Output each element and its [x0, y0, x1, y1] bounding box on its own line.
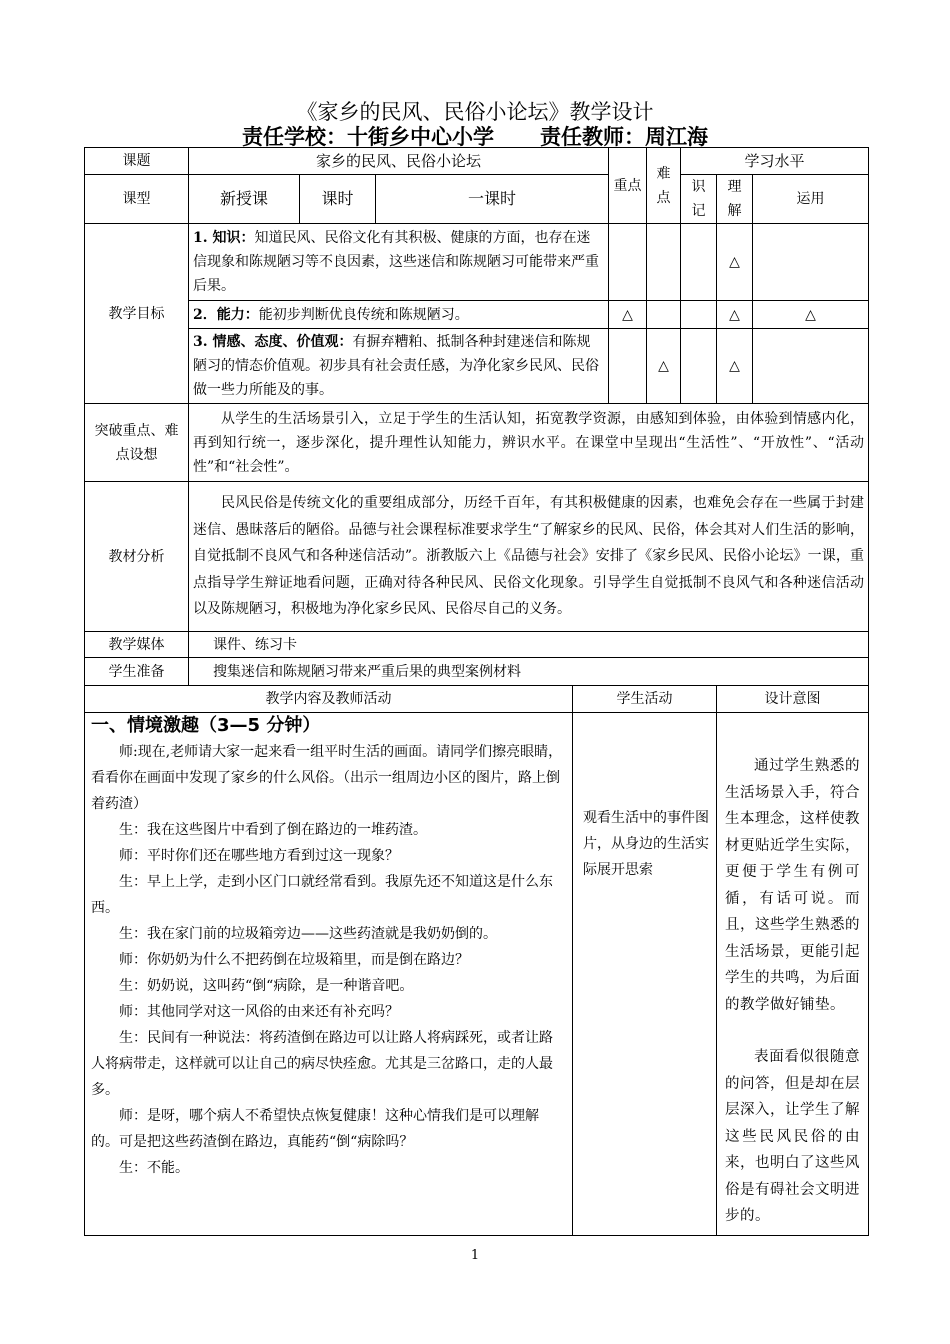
objective-knowledge — [189, 224, 609, 301]
topic-value: 家乡的民风、民俗小论坛 — [189, 148, 609, 175]
type-label: 课型 — [85, 175, 189, 224]
teacher-name: 责任教师：周江海 — [540, 125, 708, 149]
objective-head: 1. 知识： — [193, 230, 255, 246]
mark-cell — [681, 301, 717, 329]
school-name: 责任学校：十街乡中心小学 — [242, 125, 494, 149]
dialog-line: 师：其他同学对这一风俗的由来还有补充吗？ — [119, 1004, 399, 1020]
lesson-plan-table — [84, 147, 869, 1236]
breakthrough-text: 从学生的生活场景引入，立足于学生的生活认知，拓宽教学资源，由感知到体验，由体验到情感内化，再到知行统一，逐步深化，提升理性认知能力，辨识水平。在课堂中呈现出“生活性”、“开放性”、“活动性”和“社会性”。 — [189, 404, 869, 482]
period-label: 课时 — [300, 175, 376, 224]
objective-text: 知道民风、民俗文化有其积极、健康的方面，也存在迷信现象和陈规陋习等不良因素，这些迷信和陈规陋习可能带来严重后果。 — [193, 230, 599, 294]
design-paragraph: 通过学生熟悉的生活场景入手，符合生本理念，这样使教材更贴近学生实际，更便于学生有例可循，有话可说。而且，这些学生熟悉的生活场景，更能引起学生的共鸣，为后面的教学做好铺垫。 — [725, 758, 861, 1013]
dialog-line: 师：平时你们还在哪些地方看到过这一现象？ — [119, 848, 399, 864]
prep-label: 学生准备 — [85, 658, 189, 686]
mark-cell — [647, 224, 681, 301]
objective-ability — [189, 301, 609, 329]
dialog-line: 师：是呀，哪个病人不希望快点恢复健康！这种心情我们是可以理解的。可是把这些药渣倒在路边，真能药“倒“病除吗？ — [91, 1108, 539, 1150]
mark-cell — [609, 224, 647, 301]
dialog-line: 生：不能。 — [119, 1160, 189, 1176]
mark-cell — [681, 224, 717, 301]
mark-cell — [647, 301, 681, 329]
content-column-header: 教学内容及教师活动 — [85, 686, 573, 713]
breakthrough-label: 突破重点、难点设想 — [85, 404, 189, 482]
media-value: 课件、练习卡 — [189, 632, 869, 658]
teaching-content-cell — [85, 713, 573, 1236]
objective-head: 3. 情感、态度、价值观： — [193, 334, 353, 350]
level-memorize: 识记 — [681, 175, 717, 224]
page-number: 1 — [470, 1248, 480, 1263]
design-intent-cell — [717, 713, 869, 1236]
objective-values — [189, 329, 609, 404]
key-point-header: 重点 — [609, 148, 647, 224]
level-apply: 运用 — [753, 175, 869, 224]
mark-cell: △ — [717, 301, 753, 329]
section-title: 一、情境激趣（3—5 分钟） — [91, 715, 321, 736]
material-label: 教材分析 — [85, 482, 189, 632]
dialog-line: 生：早上上学，走到小区门口就经常看到。我原先还不知道这是什么东西。 — [91, 874, 553, 916]
dialog-line: 生：奶奶说，这叫药“倒“病除，是一种谐音吧。 — [119, 978, 414, 994]
objectives-label: 教学目标 — [85, 224, 189, 404]
level-understand: 理解 — [717, 175, 753, 224]
material-text: 民风民俗是传统文化的重要组成部分，历经千百年，有其积极健康的因素，也难免会存在一些属于封建迷信、愚昧落后的陋俗。品德与社会课程标准要求学生“了解家乡的民风、民俗，体会其对人们生活的影响，自觉抵制不良风气和各种迷信活动”。浙教版六上《品德与社会》安排了《家乡民风、民俗小论坛》一课，重点指导学生辩证地看问题，正确对待各种民风、民俗文化现象。引导学生自觉抵制不良风气和各种迷信活动以及陈规陋习，积极地为净化家乡民风、民俗尽自己的义务。 — [189, 482, 869, 632]
objective-text: 能初步判断优良传统和陈规陋习。 — [258, 306, 469, 323]
topic-label: 课题 — [85, 148, 189, 175]
mark-cell: △ — [647, 329, 681, 404]
dialog-line: 师：你奶奶为什么不把药倒在垃圾箱里，而是倒在路边？ — [119, 952, 469, 968]
mark-cell: △ — [753, 301, 869, 329]
dialog-line: 生：我在这些图片中看到了倒在路边的一堆药渣。 — [119, 822, 427, 838]
mark-cell — [753, 329, 869, 404]
mark-cell — [609, 329, 647, 404]
student-activity-cell: 观看生活中的事件图片，从身边的生活实际展开思索 — [573, 713, 717, 1236]
mark-cell — [753, 224, 869, 301]
objective-text: 有摒弃糟粕、抵制各种封建迷信和陈规陋习的情态价值观。初步具有社会责任感，为净化家乡民风、民俗做一些力所能及的事。 — [193, 334, 599, 398]
design-paragraph: 表面看似很随意的问答，但是却在层层深入，让学生了解这些民风民俗的由来，也明白了这些风俗是有碍社会文明进步的。 — [725, 1049, 861, 1224]
prep-value: 搜集迷信和陈规陋习带来严重后果的典型案例材料 — [189, 658, 869, 686]
objective-head: 2．能力： — [193, 306, 259, 323]
media-label: 教学媒体 — [85, 632, 189, 658]
mark-cell: △ — [717, 224, 753, 301]
difficult-point-header: 难点 — [647, 148, 681, 224]
type-value: 新授课 — [189, 175, 300, 224]
dialog-line: 生：我在家门前的垃圾箱旁边——这些药渣就是我奶奶倒的。 — [119, 926, 497, 942]
design-column-header: 设计意图 — [717, 686, 869, 713]
dialog-line: 生：民间有一种说法：将药渣倒在路边可以让路人将病踩死，或者让路人将病带走，这样就可以让自己的病尽快痊愈。尤其是三岔路口，走的人最多。 — [91, 1030, 553, 1098]
mark-cell: △ — [717, 329, 753, 404]
mark-cell — [681, 329, 717, 404]
document-title: 《家乡的民风、民俗小论坛》教学设计 — [296, 100, 654, 124]
mark-cell: △ — [609, 301, 647, 329]
period-value: 一课时 — [376, 175, 609, 224]
student-column-header: 学生活动 — [573, 686, 717, 713]
learning-level-header: 学习水平 — [681, 148, 869, 175]
dialog-line: 师:现在,老师请大家一起来看一组平时生活的画面。请同学们擦亮眼睛，看看你在画面中发现了家乡的什么风俗。（出示一组周边小区的图片，路上倒着药渣） — [91, 744, 563, 812]
